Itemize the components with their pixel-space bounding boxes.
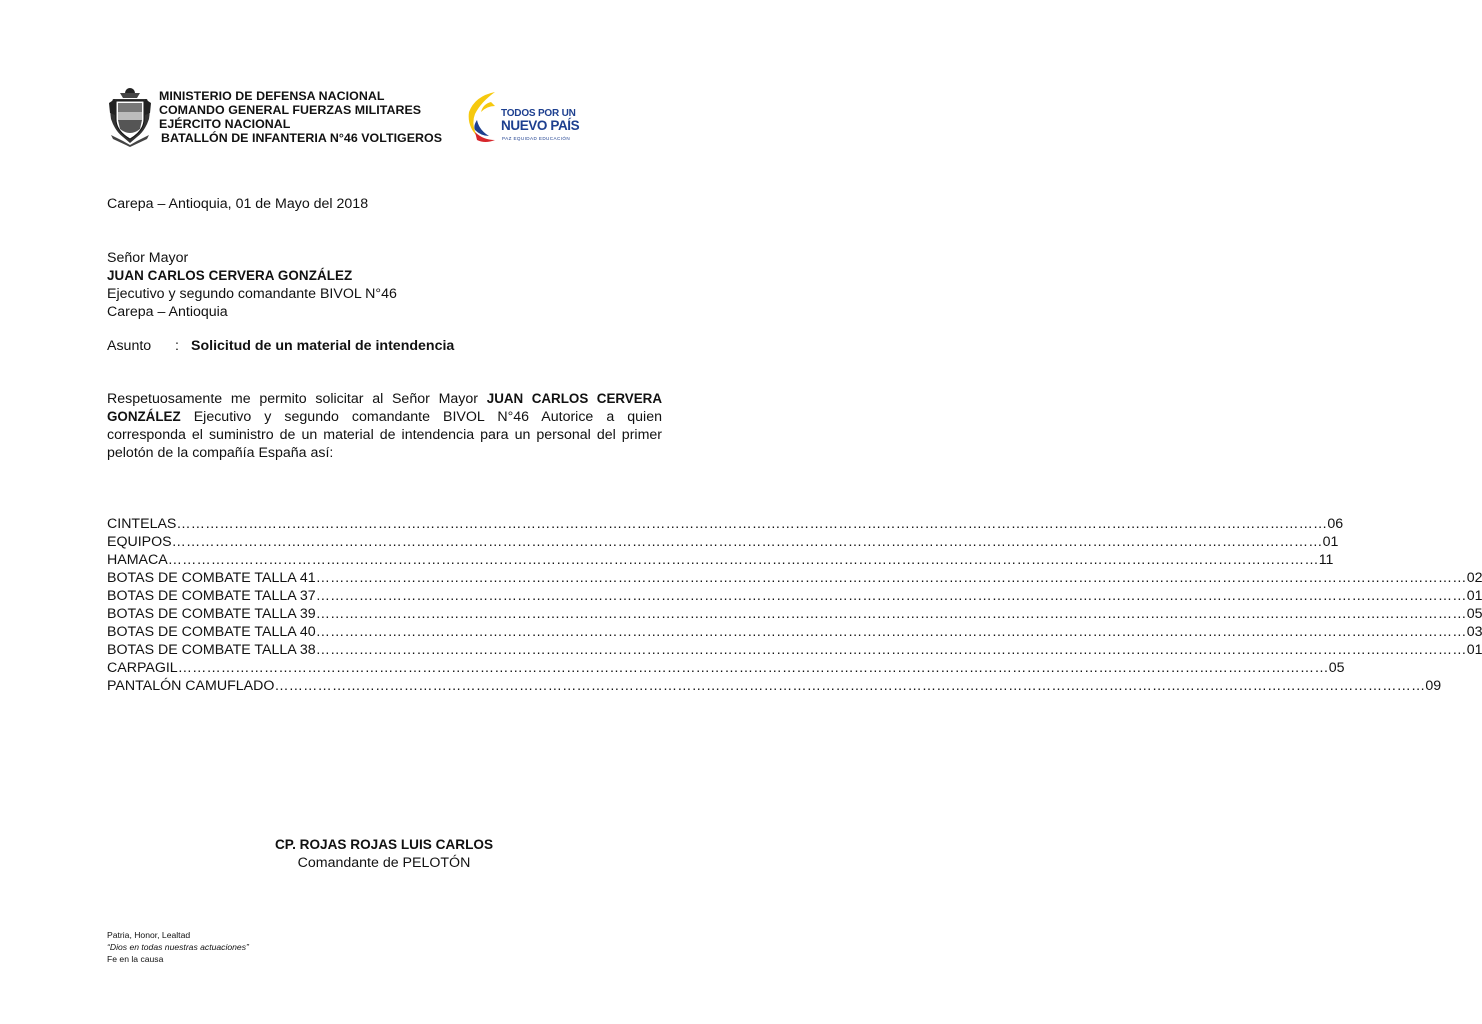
list-item xyxy=(107,587,1482,605)
item-quantity: 05 xyxy=(1328,660,1345,676)
items-list xyxy=(107,515,1482,695)
list-item xyxy=(107,515,1344,533)
item-quantity: 01 xyxy=(1466,642,1482,658)
list-item xyxy=(107,623,1482,641)
subject-colon: : xyxy=(175,338,179,354)
logo-top-text: TODOS POR UN xyxy=(501,108,576,119)
item-label: PANTALÓN CAMUFLADO xyxy=(107,678,275,694)
flag-swoosh-icon xyxy=(465,90,501,144)
addressee-salutation: Señor Mayor xyxy=(107,250,189,266)
list-item xyxy=(107,659,1345,677)
item-quantity: 06 xyxy=(1327,516,1344,532)
item-label: BOTAS DE COMBATE TALLA 37 xyxy=(107,588,316,604)
item-leader-dots: …………………………………………………………………………………………………………………………………………………………………………………………………………………… xyxy=(167,552,1319,568)
letterhead-command: COMANDO GENERAL FUERZAS MILITARES xyxy=(159,103,422,117)
signature-rank: Comandante de PELOTÓN xyxy=(297,855,471,871)
item-label: BOTAS DE COMBATE TALLA 39 xyxy=(107,606,316,622)
date-line: Carepa – Antioquia, 01 de Mayo del 2018 xyxy=(107,196,369,212)
body-paragraph xyxy=(107,390,662,462)
item-label: HAMACA xyxy=(107,552,168,568)
list-item xyxy=(107,551,1334,569)
letterhead xyxy=(159,89,442,145)
motto-line-3: Fe en la causa xyxy=(107,954,164,964)
list-item xyxy=(107,677,1442,695)
item-leader-dots: …………………………………………………………………………………………………………………………………………………………………………………………………………………… xyxy=(177,660,1329,676)
item-leader-dots: …………………………………………………………………………………………………………………………………………………………………………………………………………………… xyxy=(315,624,1467,640)
body-part2: Ejecutivo y segundo comandante BIVOL N°46 Autorice a quien corresponda el suministro de un material de intendencia para un personal del primer pelotón de la compañía España así: xyxy=(107,409,662,461)
item-label: BOTAS DE COMBATE TALLA 38 xyxy=(107,642,316,658)
letterhead-army: EJÉRCITO NACIONAL xyxy=(159,117,291,131)
letterhead-battalion: BATALLÓN DE INFANTERIA N°46 VOLTIGEROS xyxy=(161,131,443,145)
signature-block xyxy=(0,836,768,872)
motto-line-1: Patria, Honor, Lealtad xyxy=(107,930,191,940)
body-part1: Respetuosamente me permito solicitar al Señor Mayor xyxy=(107,391,478,407)
item-quantity: 02 xyxy=(1466,570,1482,586)
item-label: BOTAS DE COMBATE TALLA 41 xyxy=(107,570,316,586)
item-quantity: 09 xyxy=(1425,678,1442,694)
motto-line-2: “Dios en todas nuestras actuaciones” xyxy=(107,942,249,952)
list-item xyxy=(107,569,1482,587)
addressee-location: Carepa – Antioquia xyxy=(107,304,228,320)
subject-text: Solicitud de un material de intendencia xyxy=(191,338,455,354)
item-leader-dots: …………………………………………………………………………………………………………………………………………………………………………………………………………………… xyxy=(315,642,1467,658)
signature-name: CP. ROJAS ROJAS LUIS CARLOS xyxy=(274,837,494,852)
government-logo xyxy=(465,90,585,144)
item-label: CINTELAS xyxy=(107,516,177,532)
list-item xyxy=(107,533,1339,551)
addressee-position: Ejecutivo y segundo comandante BIVOL N°46 xyxy=(107,286,397,302)
logo-main-text: NUEVO PAÍS xyxy=(501,118,580,133)
list-item xyxy=(107,605,1482,623)
list-item xyxy=(107,641,1482,659)
motto-block xyxy=(107,929,249,965)
army-crest-icon xyxy=(107,85,153,147)
item-quantity: 01 xyxy=(1466,588,1482,604)
item-quantity: 03 xyxy=(1466,624,1482,640)
item-label: BOTAS DE COMBATE TALLA 40 xyxy=(107,624,316,640)
item-leader-dots: …………………………………………………………………………………………………………………………………………………………………………………………………………………… xyxy=(315,588,1467,604)
subject-label: Asunto xyxy=(107,338,152,354)
body-name: JUAN CARLOS CERVERA GONZÁLEZ xyxy=(107,391,663,424)
item-quantity: 01 xyxy=(1322,534,1339,550)
letterhead-ministry: MINISTERIO DE DEFENSA NACIONAL xyxy=(159,89,385,103)
item-label: EQUIPOS xyxy=(107,534,172,550)
item-leader-dots: …………………………………………………………………………………………………………………………………………………………………………………………………………………… xyxy=(171,534,1323,550)
item-quantity: 05 xyxy=(1466,606,1482,622)
addressee-name: JUAN CARLOS CERVERA GONZÁLEZ xyxy=(107,268,353,283)
item-leader-dots: …………………………………………………………………………………………………………………………………………………………………………………………………………………… xyxy=(315,606,1467,622)
addressee-block xyxy=(107,249,397,321)
logo-tagline: PAZ EQUIDAD EDUCACIÓN xyxy=(502,136,571,141)
item-label: CARPAGIL xyxy=(107,660,178,676)
item-leader-dots: …………………………………………………………………………………………………………………………………………………………………………………………………………………… xyxy=(315,570,1467,586)
item-quantity: 11 xyxy=(1318,552,1334,568)
item-leader-dots: …………………………………………………………………………………………………………………………………………………………………………………………………………………… xyxy=(176,516,1328,532)
subject-line xyxy=(107,337,454,355)
item-leader-dots: …………………………………………………………………………………………………………………………………………………………………………………………………………………… xyxy=(274,678,1426,694)
